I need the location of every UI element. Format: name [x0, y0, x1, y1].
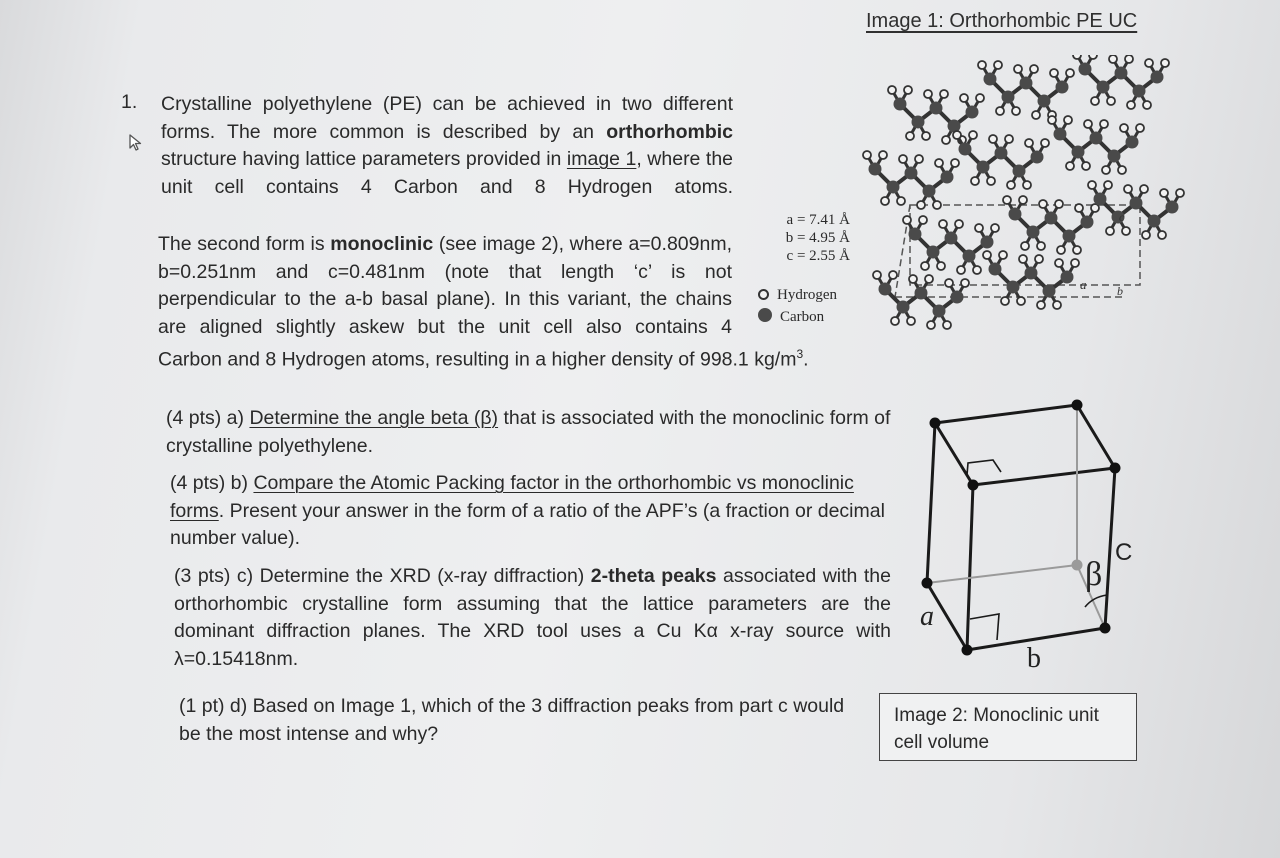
cell-vertices [922, 400, 1121, 656]
lattice-a: a = 7.41 Å [786, 212, 850, 228]
part-d: (1 pt) d) Based on Image 1, which of the 3 diffraction peaks from part c would be the most intense and why? [179, 695, 845, 745]
orthorhombic-pe-structure-figure [855, 55, 1185, 345]
axis-b-label: b [1117, 284, 1123, 298]
atom-legend: Hydrogen Carbon [758, 284, 837, 328]
monoclinic-cell-figure [915, 395, 1145, 685]
part-b: (4 pts) b) Compare the Atomic Packing factor in the orthorhombic vs monoclinic forms. Present your answer in the form of a ratio of the APF’s (a fraction or decimal number value). [170, 472, 885, 549]
axis-c-label: c [1119, 210, 1125, 224]
image1-reference: image 1 [566, 148, 637, 170]
a-label: a [920, 601, 934, 632]
c-label: C [1115, 539, 1133, 566]
carbon-legend-icon [758, 308, 772, 322]
question-number: 1. [121, 91, 138, 113]
image2-caption: Image 2: Monoclinic unit cell volume [879, 693, 1137, 761]
question1-paragraph2: The second form is monoclinic (see image 2), where a=0.809nm, b=0.251nm and c=0.481nm (note that length ‘c’ is not perpendicular to the a-b basal plane). In this variant, the chains are aligned slightly askew but the unit cell also contains 4 Carbon and 8 Hydrogen atoms, resulting in a higher density of 998.1 $kg/m^3$. [158, 233, 809, 371]
molecular-chains [863, 55, 1184, 329]
hydrogen-legend-icon [758, 289, 769, 300]
image1-title: Image 1: Orthorhombic PE UC [866, 10, 1138, 32]
lattice-c: c = 2.55 Å [786, 248, 850, 264]
lattice-b: b = 4.95 Å [785, 230, 850, 246]
part-a: (4 pts) a) Determine the angle beta (β) that is associated with the monoclinic form of crystalline polyethylene. [166, 407, 891, 457]
orthorhombic-term: orthorhombic [606, 120, 733, 143]
monoclinic-term: monoclinic [330, 233, 434, 255]
lattice-parameters [770, 211, 850, 265]
part-b-task: Compare the Atomic Packing factor in the orthorhombic vs monoclinic forms [170, 472, 854, 522]
part-a-task: Determine the angle beta (β) [249, 407, 499, 429]
question1-paragraph1: Crystalline polyethylene (PE) can be achieved in two different forms. The more common is described by an orthorhombic structure having lattice parameters provided in image 1, where the unit cell contains 4 Carbon and 8 Hydrogen atoms. [161, 93, 734, 198]
two-theta-term: 2-theta peaks [590, 565, 717, 587]
beta-label: β [1085, 556, 1103, 593]
mouse-cursor-icon [128, 134, 144, 152]
axis-a-label: a [1080, 277, 1087, 292]
b-label: b [1027, 643, 1041, 674]
part-c: (3 pts) c) Determine the XRD (x-ray diffraction) 2-theta peaks associated with the orthorhombic crystalline form assuming that the lattice parameters are the dominant diffraction planes. The XRD tool uses a Cu Kα x-ray source with λ=0.15418nm. [174, 565, 891, 670]
